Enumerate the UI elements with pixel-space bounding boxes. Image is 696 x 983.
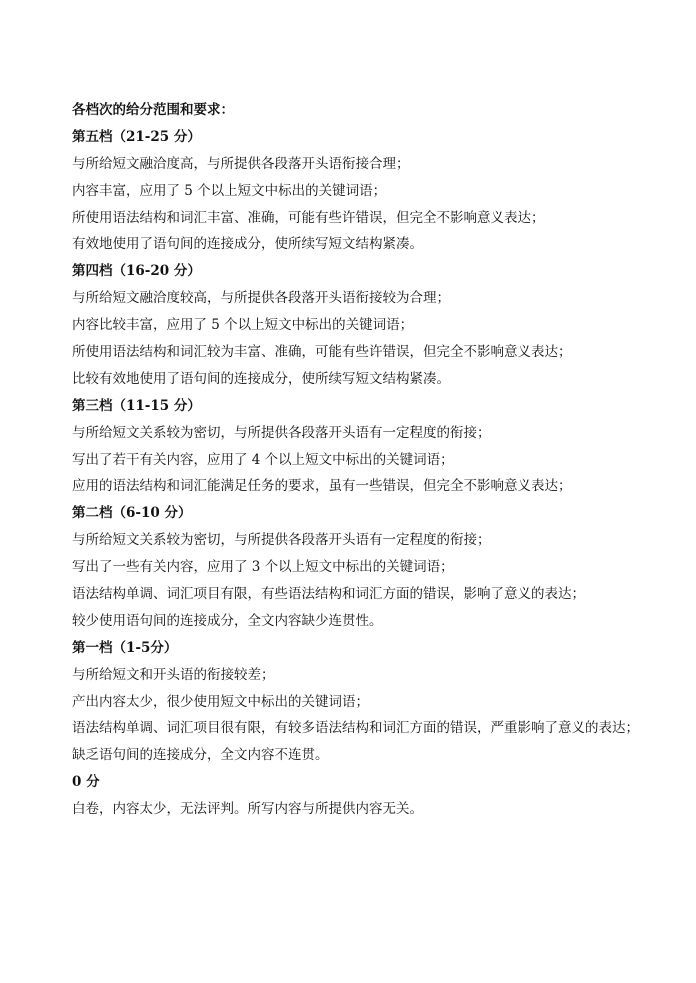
criterion-line: 与所给短文融洽度高，与所提供各段落开头语衔接合理； bbox=[72, 155, 410, 172]
criterion-line: 内容比较丰富，应用了 5 个以上短文中标出的关键词语； bbox=[72, 317, 414, 334]
section-title-5: 第五档（21-25 分） bbox=[72, 128, 201, 145]
criterion-line: 与所给短文关系较为密切，与所提供各段落开头语有一定程度的衔接； bbox=[72, 532, 491, 549]
criterion-line: 写出了若干有关内容，应用了 4 个以上短文中标出的关键词语； bbox=[72, 451, 454, 468]
criterion-line: 与所给短文关系较为密切，与所提供各段落开头语有一定程度的衔接； bbox=[72, 424, 491, 441]
criterion-line: 产出内容太少，很少使用短文中标出的关键词语； bbox=[72, 693, 369, 710]
section-title-3: 第三档（11-15 分） bbox=[72, 397, 201, 414]
criterion-line: 与所给短文和开头语的衔接较差； bbox=[72, 666, 275, 683]
criterion-line: 较少使用语句间的连接成分，全文内容缺少连贯性。 bbox=[72, 612, 383, 629]
section-title-4: 第四档（16-20 分） bbox=[72, 263, 201, 280]
criterion-line: 写出了一些有关内容，应用了 3 个以上短文中标出的关键词语； bbox=[72, 559, 454, 576]
criterion-line: 与所给短文融洽度较高，与所提供各段落开头语衔接较为合理； bbox=[72, 290, 450, 307]
document-heading: 各档次的给分范围和要求： bbox=[72, 102, 234, 118]
section-title-0: 0 分 bbox=[72, 774, 100, 791]
criterion-line: 语法结构单调、词汇项目有限，有些语法结构和词汇方面的错误，影响了意义的表达； bbox=[72, 586, 585, 603]
criterion-line: 内容丰富，应用了 5 个以上短文中标出的关键词语； bbox=[72, 182, 387, 199]
criterion-line: 所使用语法结构和词汇丰富、准确，可能有些许错误，但完全不影响意义表达； bbox=[72, 209, 545, 226]
criterion-line: 比较有效地使用了语句间的连接成分，使所续写短文结构紧凑。 bbox=[72, 370, 450, 387]
criterion-line: 所使用语法结构和词汇较为丰富、准确，可能有些许错误，但完全不影响意义表达； bbox=[72, 344, 572, 361]
criterion-line: 白卷，内容太少，无法评判。所写内容与所提供内容无关。 bbox=[72, 801, 423, 818]
criterion-line: 缺乏语句间的连接成分，全文内容不连贯。 bbox=[72, 747, 329, 764]
section-title-1: 第一档（1-5分） bbox=[72, 639, 178, 656]
scoring-document bbox=[72, 97, 652, 823]
section-title-2: 第二档（6-10 分） bbox=[72, 505, 192, 522]
criterion-line: 应用的语法结构和词汇能满足任务的要求，虽有一些错误，但完全不影响意义表达； bbox=[72, 478, 572, 495]
criterion-line: 有效地使用了语句间的连接成分，使所续写短文结构紧凑。 bbox=[72, 236, 423, 253]
criterion-line: 语法结构单调、词汇项目很有限，有较多语法结构和词汇方面的错误，严重影响了意义的表达； bbox=[72, 720, 639, 737]
